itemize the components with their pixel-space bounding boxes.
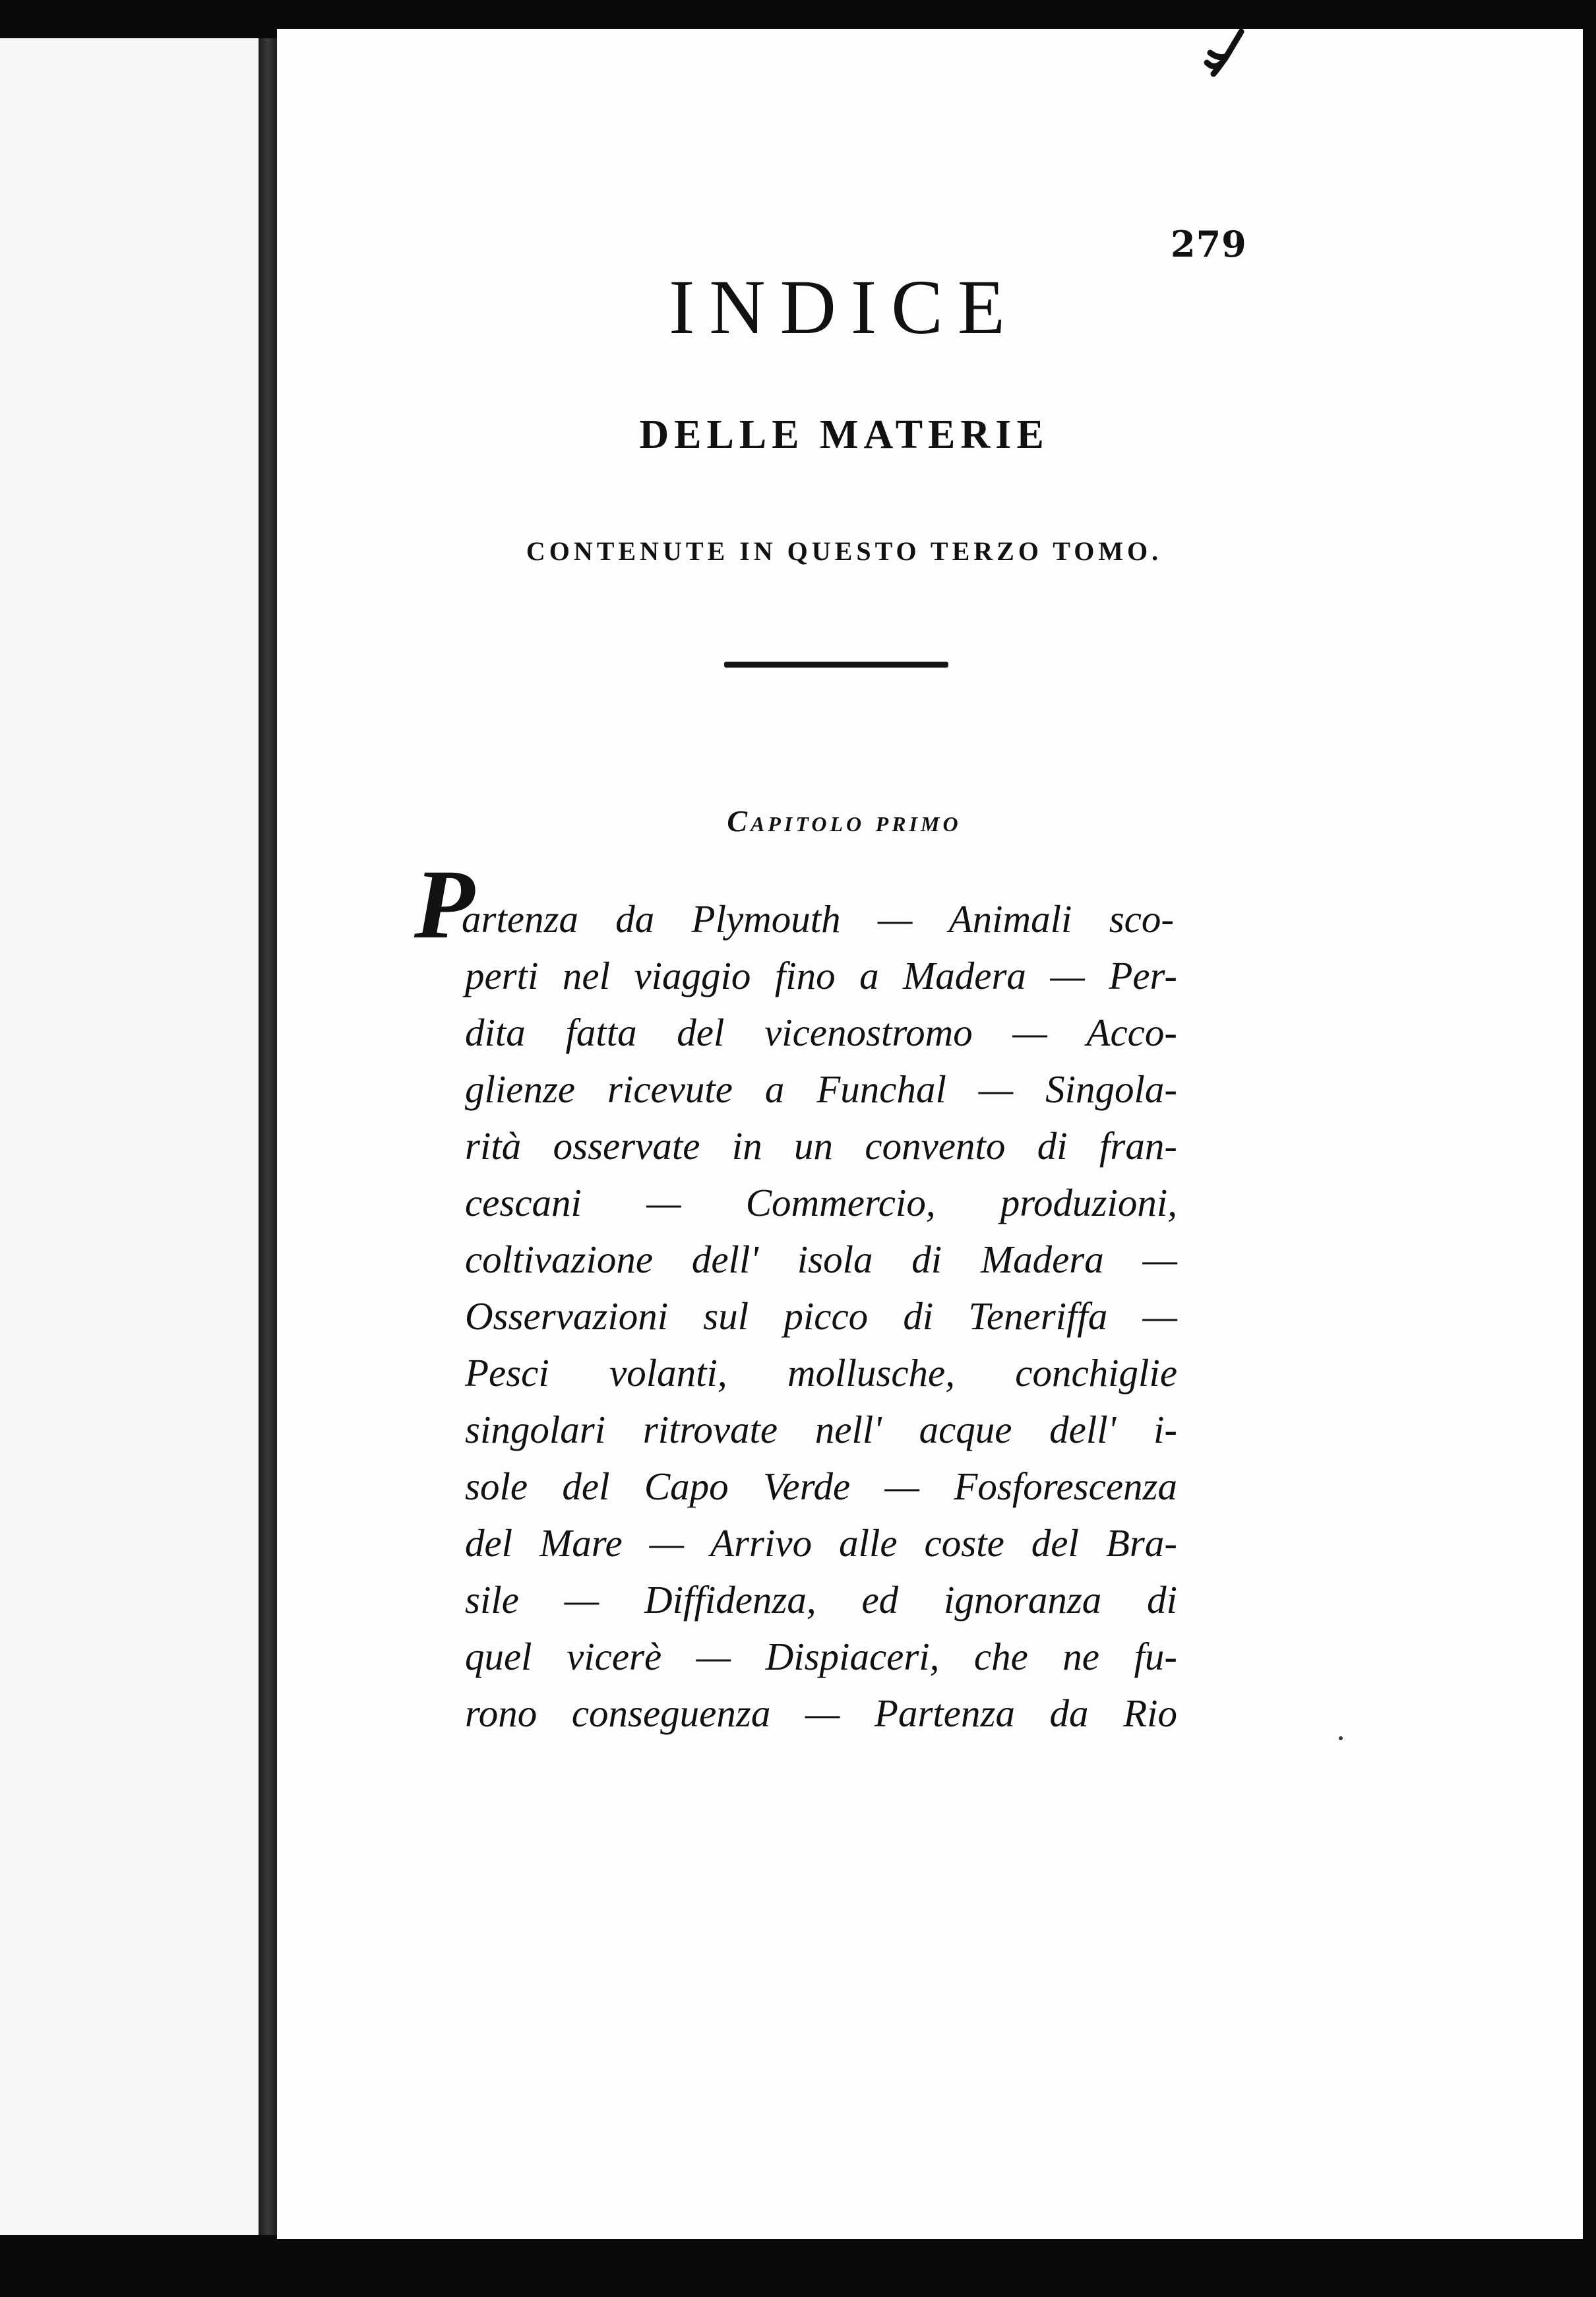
paper-speck: [1339, 1736, 1343, 1740]
text-line: rono conseguenza — Partenza da Rio: [465, 1691, 1177, 1735]
index-title: INDICE: [669, 264, 1020, 350]
index-subtitle: DELLE MATERIE: [639, 412, 1049, 457]
text-line: dita fatta del vicenostromo — Acco-: [465, 1011, 1177, 1054]
divider-rule: [724, 662, 948, 668]
text-line: Osservazioni sul picco di Teneriffa —: [465, 1294, 1177, 1338]
text-line: perti nel viaggio fino a Madera — Per-: [465, 954, 1177, 997]
text-line: sole del Capo Verde — Fosforescenza: [465, 1464, 1177, 1508]
text-line: glienze ricevute a Funchal — Singola-: [465, 1067, 1177, 1111]
text-line: del Mare — Arrivo alle coste del Bra-: [465, 1521, 1177, 1565]
page-number: 279: [1171, 223, 1247, 265]
ink-mark-icon: [1200, 26, 1246, 79]
chapter-heading: Capitolo primo: [727, 804, 962, 838]
text-line: sile — Diffidenza, ed ignoranza di: [465, 1578, 1177, 1621]
text-line: cescani — Commercio, produzioni,: [465, 1181, 1177, 1224]
text-line: Pesci volanti, mollusche, conchiglie: [465, 1351, 1177, 1395]
left-page-edge: [0, 38, 259, 2235]
book-spine: [259, 38, 277, 2235]
index-subsubtitle: CONTENUTE IN QUESTO TERZO TOMO.: [526, 536, 1163, 566]
text-line: artenza da Plymouth — Animali sco-: [462, 897, 1174, 941]
drop-cap: P: [414, 850, 475, 959]
text-line: rità osservate in un convento di fran-: [465, 1124, 1177, 1168]
text-line: coltivazione dell' isola di Madera —: [465, 1238, 1177, 1281]
text-line: quel vicerè — Dispiaceri, che ne fu-: [465, 1635, 1177, 1678]
text-line: singolari ritrovate nell' acque dell' i-: [465, 1408, 1177, 1451]
